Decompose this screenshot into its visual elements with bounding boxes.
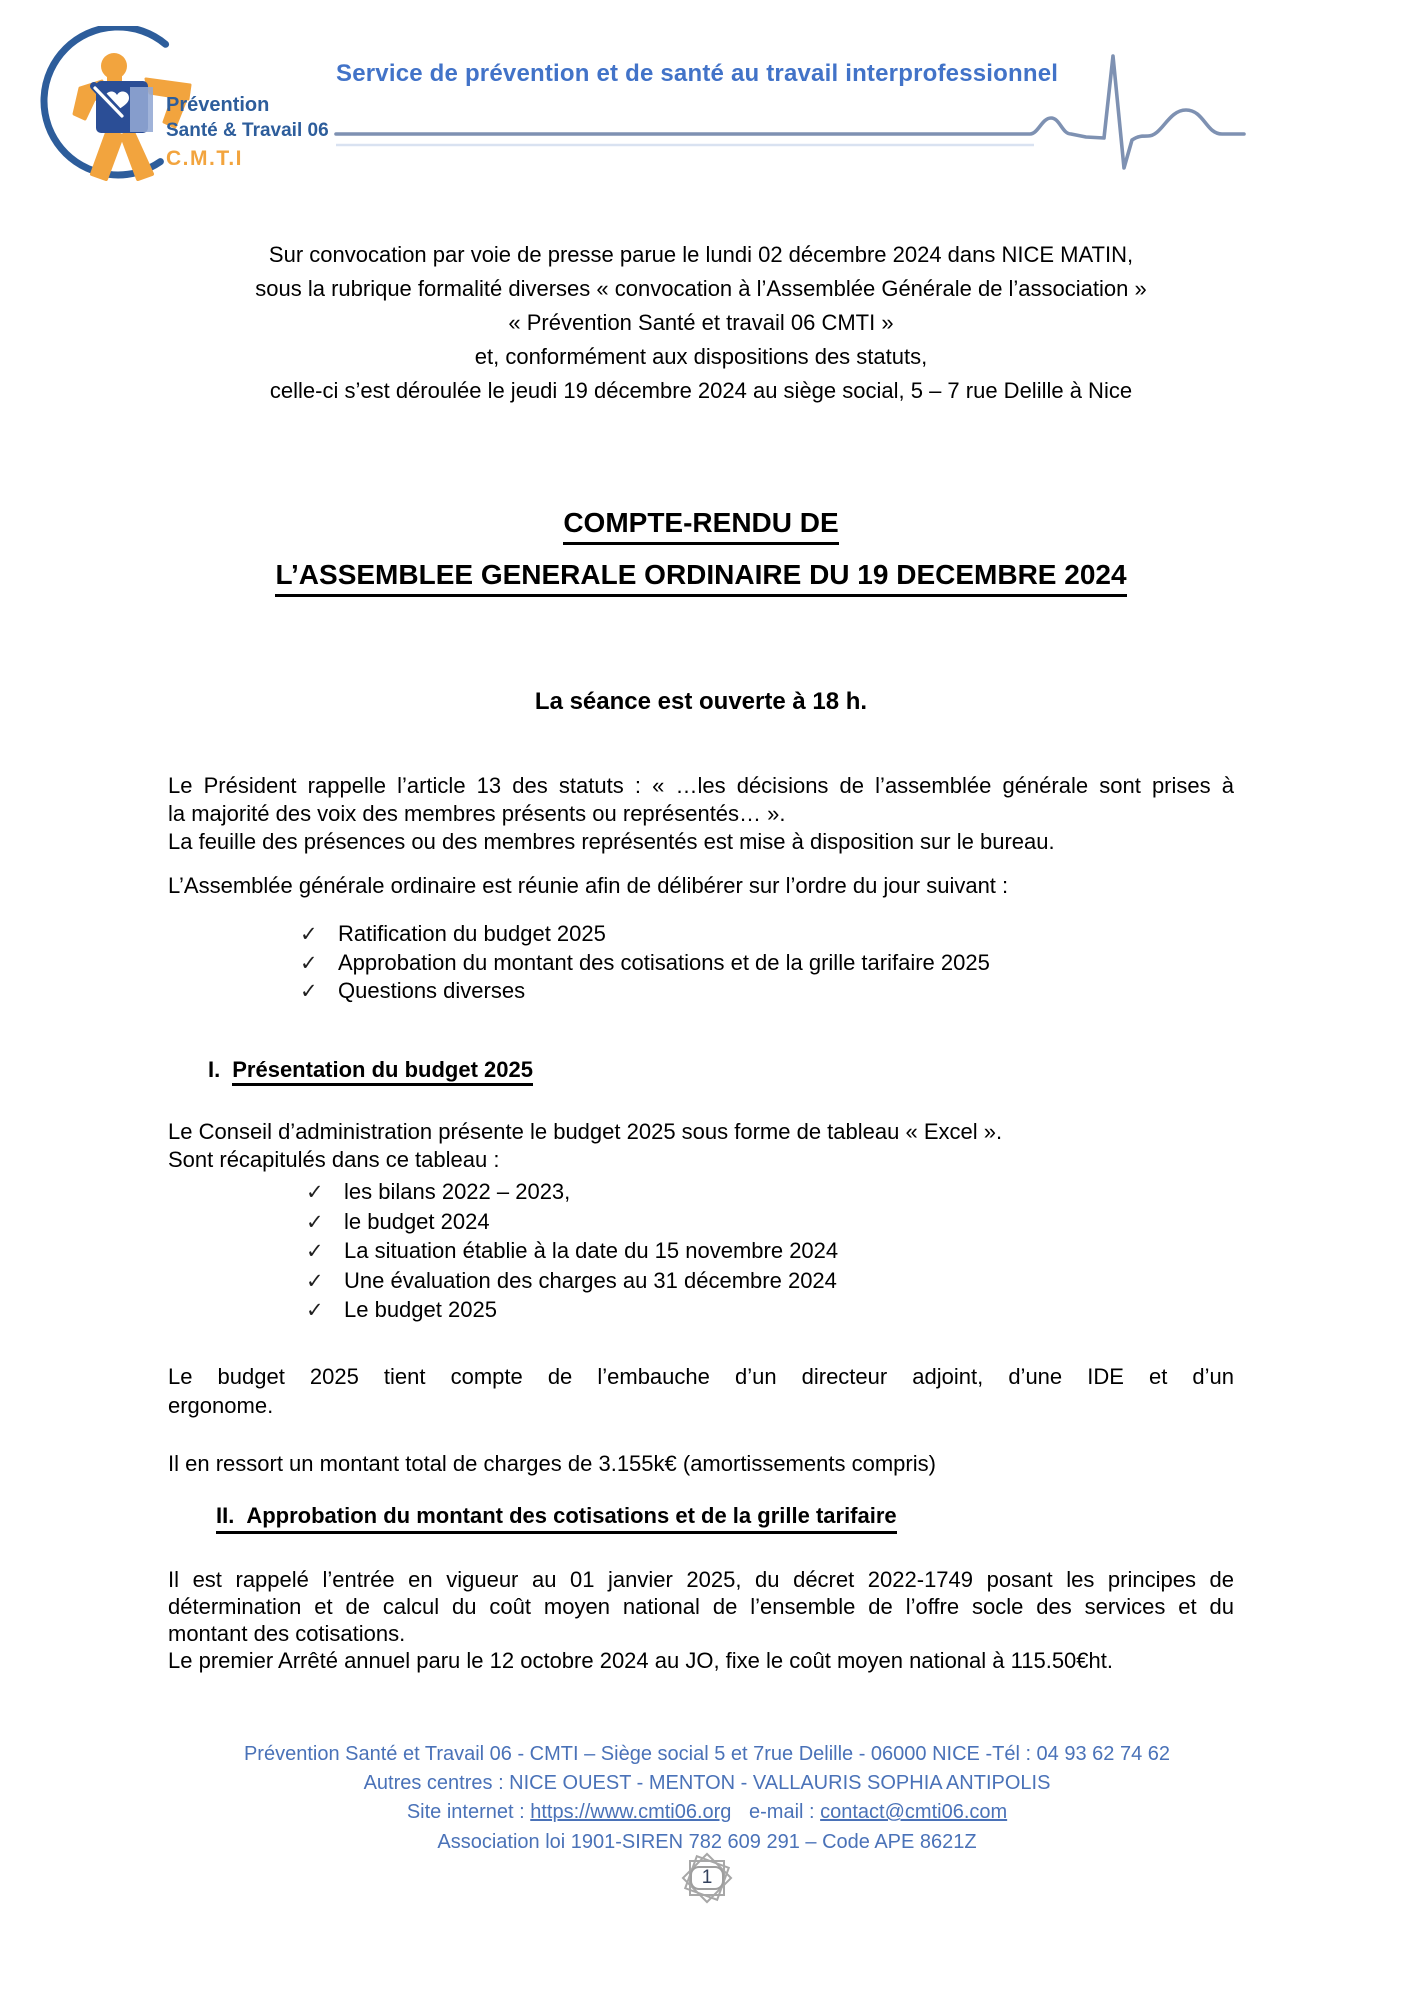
- header-tagline: Service de prévention et de santé au travail interprofessionnel: [336, 60, 1059, 87]
- list-item: [306, 1296, 1234, 1326]
- footer-website-label: Site internet :: [406, 1801, 531, 1824]
- list-item: [300, 949, 1234, 978]
- checkmark-icon: ✓: [300, 980, 318, 1003]
- list-item: [300, 977, 1234, 1006]
- checkmark-icon: ✓: [306, 1299, 324, 1322]
- list-item: [306, 1178, 1234, 1208]
- paragraph-line: Le premier Arrêté annuel paru le 12 octobre 2024 au JO, fixe le coût moyen national à 115.50€ht.: [168, 1648, 1113, 1673]
- section-2-number: II.: [216, 1503, 235, 1528]
- agenda-list: [168, 920, 1234, 1006]
- list-item-label: Ratification du budget 2025: [338, 921, 606, 946]
- paragraph-line: montant des cotisations.: [168, 1621, 406, 1646]
- paragraph-line: Le Conseil d’administration présente le budget 2025 sous forme de tableau « Excel ».: [168, 1119, 1003, 1144]
- footer-centres-line: Autres centres : NICE OUEST - MENTON - VALLAURIS SOPHIA ANTIPOLIS: [363, 1772, 1051, 1795]
- page-number: 1: [690, 1866, 724, 1890]
- list-item-label: le budget 2024: [344, 1208, 490, 1234]
- website-link[interactable]: https://www.cmti06.org: [530, 1801, 732, 1824]
- checkmark-icon: ✓: [306, 1181, 324, 1204]
- section-1-title: Présentation du budget 2025: [232, 1057, 533, 1086]
- list-item-label: La situation établie à la date du 15 novembre 2024: [344, 1238, 839, 1263]
- intro-line: « Prévention Santé et travail 06 CMTI »: [508, 310, 894, 335]
- paragraph-line: Sont récapitulés dans ce tableau :: [168, 1147, 500, 1172]
- footer-contact-line: [100, 1798, 1314, 1827]
- ekg-heartbeat-line-icon: [334, 48, 1246, 178]
- checkmark-icon: ✓: [306, 1210, 324, 1234]
- paragraph-line: Le budget 2025 tient compte de l’embauche d’un directeur adjoint, d’une IDE et d’un: [168, 1364, 1234, 1389]
- decret-paragraph: [168, 1566, 1234, 1674]
- paragraph-line: Le Président rappelle l’article 13 des statuts : « …les décisions de l’assemblée générale sont prises à: [168, 773, 1234, 798]
- paragraph-line: Il est rappelé l’entrée en vigueur au 01 janvier 2025, du décret 2022-1749 posant les principes de: [168, 1567, 1234, 1592]
- paragraph-line: ergonome.: [168, 1393, 274, 1418]
- budget-paragraph: [168, 1362, 1234, 1420]
- checkmark-icon: ✓: [306, 1269, 324, 1293]
- list-item: [306, 1267, 1234, 1297]
- logo-acronym: C.M.T.I: [166, 147, 243, 170]
- footer-address-line: Prévention Santé et Travail 06 - CMTI – Siège social 5 et 7rue Delille - 06000 NICE -Tél : 04 93 62 74 62: [243, 1743, 1171, 1765]
- page-footer: [100, 1740, 1314, 1857]
- section-2-heading: [168, 1502, 1234, 1534]
- paragraph-line: détermination et de calcul du coût moyen national de l’ensemble de l’offre socle des services et du: [168, 1594, 1234, 1619]
- checkmark-icon: ✓: [306, 1240, 324, 1263]
- page-number-ornament: [680, 1851, 734, 1905]
- agenda-intro-paragraph: L’Assemblée générale ordinaire est réunie afin de délibérer sur l’ordre du jour suivant :: [168, 873, 1009, 898]
- document-title-line1: COMPTE-RENDU DE: [168, 506, 1234, 545]
- paragraph-line: La feuille des présences ou des membres représentés est mise à disposition sur le bureau.: [168, 829, 1055, 854]
- logo-text: [166, 92, 329, 172]
- intro-line: sous la rubrique formalité diverses « convocation à l’Assemblée Générale de l’association »: [255, 276, 1147, 301]
- section-2-title: Approbation du montant des cotisations et de la grille tarifaire: [246, 1503, 897, 1528]
- logo-name-line1: Prévention: [166, 94, 270, 116]
- president-paragraph: [168, 772, 1234, 856]
- total-charges-paragraph: Il en ressort un montant total de charges de 3.155k€ (amortissements compris): [168, 1451, 936, 1476]
- intro-line: celle-ci s’est déroulée le jeudi 19 décembre 2024 au siège social, 5 – 7 rue Delille à Nice: [269, 378, 1133, 403]
- list-item: [306, 1208, 1234, 1238]
- list-item-label: Une évaluation des charges au 31 décembre 2024: [344, 1267, 837, 1293]
- list-item-label: Questions diverses: [338, 978, 526, 1003]
- intro-paragraph: [168, 238, 1234, 408]
- intro-line: Sur convocation par voie de presse parue le lundi 02 décembre 2024 dans NICE MATIN,: [268, 242, 1134, 267]
- table-contents-list: [168, 1178, 1234, 1326]
- logo-name-line2: Santé & Travail 06: [166, 120, 329, 141]
- list-item: [306, 1237, 1234, 1267]
- session-open-subtitle: La séance est ouverte à 18 h.: [534, 688, 868, 715]
- cmti-logo: [38, 26, 368, 196]
- checkmark-icon: ✓: [300, 923, 318, 946]
- section-1-number: I.: [208, 1057, 221, 1082]
- section-1-heading: [168, 1056, 1234, 1084]
- email-link[interactable]: contact@cmti06.com: [820, 1801, 1008, 1824]
- footer-association-line: Association loi 1901-SIREN 782 609 291 – Code APE 8621Z: [437, 1830, 977, 1853]
- list-item-label: Le budget 2025: [344, 1297, 497, 1322]
- document-title-line2: L’ASSEMBLEE GENERALE ORDINAIRE DU 19 DECEMBRE 2024: [168, 558, 1234, 597]
- checkmark-icon: ✓: [300, 951, 318, 975]
- excel-paragraph: [168, 1118, 1234, 1174]
- list-item-label: les bilans 2022 – 2023,: [344, 1179, 571, 1204]
- paragraph-line: la majorité des voix des membres présents ou représentés… ».: [168, 801, 786, 826]
- list-item: [300, 920, 1234, 949]
- footer-email-label: e-mail :: [749, 1801, 821, 1824]
- section-2-title-wrap: [216, 1502, 897, 1534]
- list-item-label: Approbation du montant des cotisations et de la grille tarifaire 2025: [338, 949, 990, 975]
- intro-line: et, conformément aux dispositions des statuts,: [474, 344, 928, 369]
